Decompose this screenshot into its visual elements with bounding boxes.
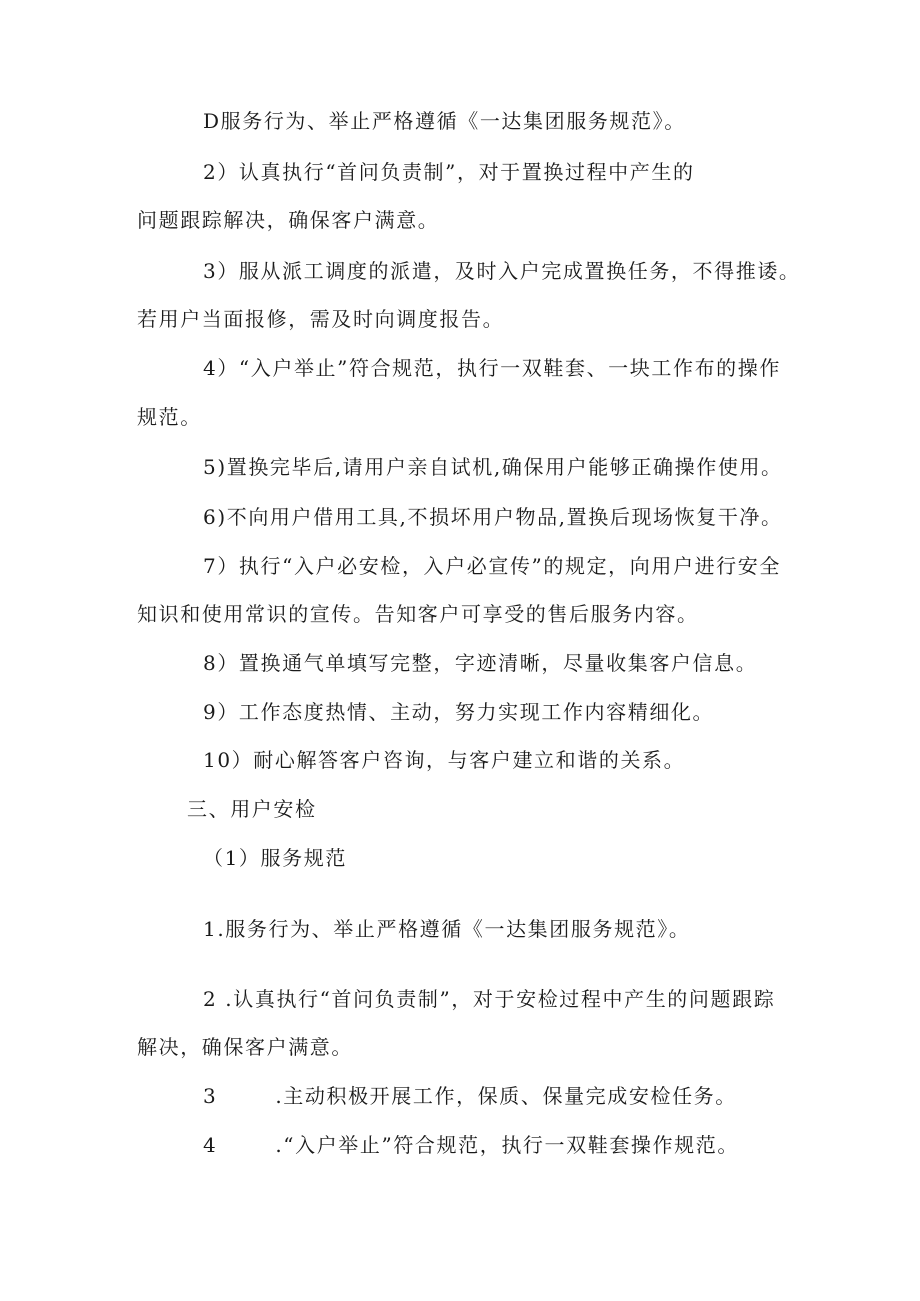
list-item (203, 1084, 737, 1108)
paragraph-line: 3）服从派工调度的派遣，及时入户完成置换任务，不得推诿。 (203, 259, 801, 283)
paragraph-line: 问题跟踪解决，确保客户满意。 (137, 208, 440, 232)
list-item-text: .“入户举止”符合规范，执行一双鞋套操作规范。 (275, 1133, 739, 1157)
subsection-heading: （1）服务规范 (203, 846, 347, 870)
paragraph-line: 若用户当面报修，需及时向调度报告。 (137, 307, 505, 331)
paragraph-line: 2 .认真执行“首问负责制”，对于安检过程中产生的问题跟踪 (203, 987, 776, 1011)
paragraph-line: D服务行为、举止严格遵循《一达集团服务规范》。 (203, 109, 686, 133)
list-item-text: .主动积极开展工作，保质、保量完成安检任务。 (275, 1084, 737, 1108)
paragraph-line: 9）工作态度热情、主动，努力实现工作内容精细化。 (203, 700, 715, 724)
list-item (203, 1133, 739, 1157)
paragraph-line: 8）置换通气单填写完整，字迹清晰，尽量收集客户信息。 (203, 651, 758, 675)
paragraph-line: 1.服务行为、举止严格遵循《一达集团服务规范》。 (203, 917, 691, 941)
paragraph-line: 6)不向用户借用工具,不损坏用户物品,置换后现场恢复干净。 (203, 505, 783, 529)
paragraph-line: 10）耐心解答客户咨询，与客户建立和谐的关系。 (203, 748, 686, 772)
list-item-number: 4 (203, 1133, 218, 1157)
paragraph-line: 7）执行“入户必安检，入户必宣传”的规定，向用户进行安全 (203, 554, 781, 578)
section-heading: 三、用户安检 (187, 797, 317, 821)
paragraph-line: 解决，确保客户满意。 (137, 1035, 353, 1059)
paragraph-line: 4）“入户举止”符合规范，执行一双鞋套、一块工作布的操作 (203, 356, 781, 380)
paragraph-line: 5)置换完毕后,请用户亲自试机,确保用户能够正确操作使用。 (203, 455, 783, 479)
paragraph-line: 规范。 (137, 405, 202, 429)
list-item-number: 3 (203, 1084, 218, 1108)
paragraph-line: 2）认真执行“首问负责制”，对于置换过程中产生的 (203, 160, 695, 184)
paragraph-line: 知识和使用常识的宣传。告知客户可享受的售后服务内容。 (137, 602, 699, 626)
